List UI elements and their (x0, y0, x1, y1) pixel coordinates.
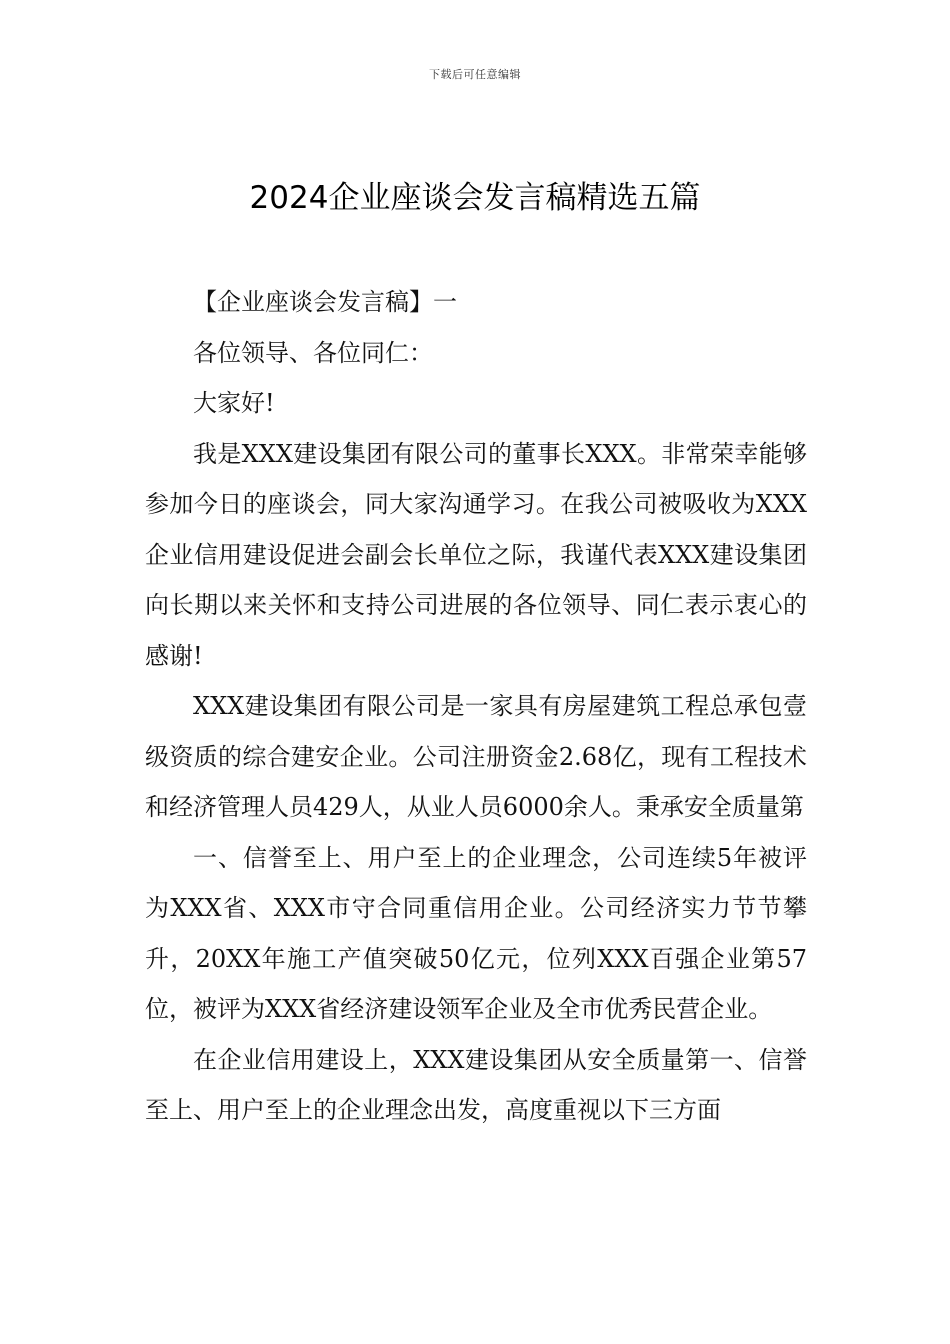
salutation: 各位领导、各位同仁： (193, 338, 433, 367)
body-paragraph: XXX建设集团有限公司是一家具有房屋建筑工程总承包壹级资质的综合建安企业。公司注册资金2.68亿，现有工程技术和经济管理人员429人，从业人员6000余人。秉承安全质量第 (145, 692, 807, 821)
document-title: 2024企业座谈会发言稿精选五篇 (249, 180, 701, 216)
header-note: 下载后可任意编辑 (429, 68, 521, 81)
document-body (145, 277, 807, 1136)
body-paragraph: 我是XXX建设集团有限公司的董事长XXX。非常荣幸能够参加今日的座谈会，同大家沟通学习。在我公司被吸收为XXX企业信用建设促进会副会长单位之际，我谨代表XXX建设集团向长期以来关怀和支持公司进展的各位领导、同仁表示衷心的感谢! (145, 439, 807, 670)
section-heading: 【企业座谈会发言稿】一 (193, 288, 457, 316)
greeting: 大家好! (193, 389, 275, 417)
body-paragraph: 一、信誉至上、用户至上的企业理念，公司连续5年被评为XXX省、XXX市守合同重信用企业。公司经济实力节节攀升，20XX年施工产值突破50亿元，位列XXX百强企业第57位，被评为XXX省经济建设领军企业及全市优秀民营企业。 (145, 843, 807, 1023)
body-paragraph: 在企业信用建设上，XXX建设集团从安全质量第一、信誉至上、用户至上的企业理念出发，高度重视以下三方面 (145, 1045, 807, 1124)
